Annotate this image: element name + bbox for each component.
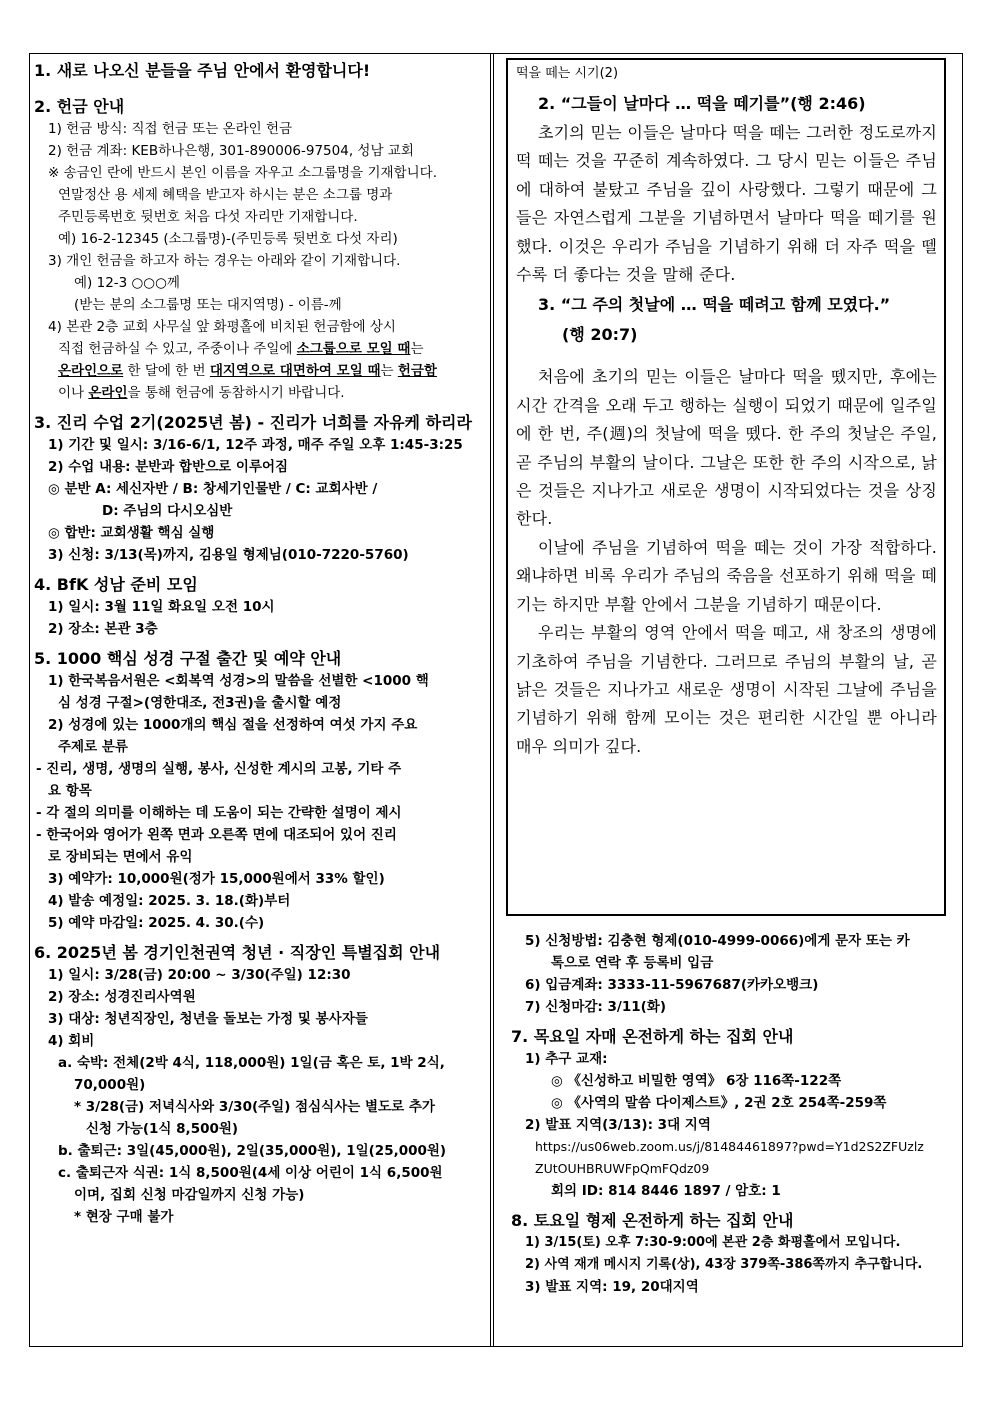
article-heading-2: 3. “그 주의 첫날에 … 떡을 떼려고 함께 모였다.” [538, 295, 891, 315]
offering-box-line4 [34, 382, 486, 404]
emphasis-span: 헌금함 [397, 363, 437, 379]
emphasis-span: 소그룹으로 모일 때 [296, 341, 411, 357]
conf-date: 1) 일시: 3/28(금) 20:00 ~ 3/30(주일) 12:30 [48, 967, 351, 983]
conf-fee-commute: b. 출퇴근: 3일(45,000원), 2일(35,000원), 1일(25,000원) [58, 1143, 447, 1159]
sisters-material-1: ◎ 《신성하고 비밀한 영역》 6장 116쪽-122쪽 [551, 1073, 842, 1089]
right-column [511, 905, 951, 1298]
sisters-material-2: ◎ 《사역의 말씀 다이제스트》, 2권 2호 254쪽-259쪽 [551, 1095, 887, 1111]
offering-note-line3: 주민등록번호 뒷번호 처음 다섯 자리만 기재합니다. [58, 209, 358, 225]
section-7-title: 7. 목요일 자매 온전하게 하는 집회 안내 [511, 1027, 794, 1046]
offering-account: 2) 헌금 계좌: KEB하나은행, 301-890006-97504, 성남 교회 [48, 143, 414, 159]
article-paragraph-2: 처음에 초기의 믿는 이들은 날마다 떡을 뗐지만, 후에는 시간 간격을 오래 두고 행하는 실행이 되었기 때문에 일주일에 한 번, 주(週)의 첫날에 떡을 뗐다. 한 주의 첫날은 주일, 곧 주님의 부활의 날이다. 그날은 또한 한 주의 시작으로, 낡은 것들은 지나가고 새로운 생명이 시작되었다는 것을 상징한다. [516, 367, 937, 529]
section-5-title: 5. 1000 핵심 성경 구절 출간 및 예약 안내 [34, 649, 342, 668]
offering-method: 1) 헌금 방식: 직접 헌금 또는 온라인 헌금 [48, 121, 293, 137]
section-1-title: 1. 새로 나오신 분들을 주님 안에서 환영합니다! [34, 61, 371, 80]
conf-target: 3) 대상: 청년직장인, 청년을 돌보는 가정 및 봉사자들 [48, 1011, 368, 1027]
conf-no-onsite: * 현장 구매 불가 [74, 1209, 174, 1225]
text-span: 한 달에 한 번 [123, 363, 210, 379]
text-span: 이나 [58, 385, 89, 401]
personal-offering: 3) 개인 헌금을 하고자 하는 경우는 아래와 같이 기재합니다. [48, 253, 401, 269]
article-label: 떡을 떼는 시기(2) [516, 66, 619, 81]
sisters-region: 2) 발표 지역(3/13): 3대 지역 [525, 1117, 711, 1133]
book-deadline: 5) 예약 마감일: 2025. 4. 30.(수) [48, 915, 265, 931]
text-span: 는 [380, 363, 398, 379]
class-divisions: ◎ 분반 A: 세신자반 / B: 창세기인물반 / C: 교회사반 / [48, 481, 378, 497]
offering-box-line2 [34, 338, 486, 360]
book-ship-date: 4) 발송 예정일: 2025. 3. 18.(화)부터 [48, 893, 291, 909]
conf-fee-note: * 3/28(금) 저녁식사와 3/30(주일) 점심식사는 별도로 추가 [74, 1099, 435, 1115]
book-line-1: 1) 한국복음서원은 <회복역 성경>의 말씀을 선별한 <1000 핵 [48, 673, 429, 689]
section-3-title: 3. 진리 수업 2기(2025년 봄) - 진리가 너희를 자유케 하리라 [34, 413, 472, 432]
zoom-link[interactable]: https://us06web.zoom.us/j/81484461897?pwd=Y1d2S2ZFUzlz [535, 1139, 924, 1154]
brothers-time: 1) 3/15(토) 오후 7:30-9:00에 본관 2층 화평홀에서 모입니다. [525, 1235, 901, 1250]
class-content: 2) 수업 내용: 분반과 합반으로 이루어짐 [48, 459, 289, 475]
left-column [34, 60, 486, 1228]
zoom-link-2[interactable]: ZUtOUHBRUWFpQmFQdz09 [535, 1161, 710, 1176]
offering-note: ※ 송금인 란에 반드시 본인 이름을 자우고 소그룹명을 기재합니다. [48, 165, 437, 181]
conf-apply-deadline: 7) 신청마감: 3/11(화) [525, 999, 667, 1015]
bfk-place: 2) 장소: 본관 3층 [48, 621, 158, 637]
emphasis-span: 온라인 [88, 385, 128, 401]
brothers-region: 3) 발표 지역: 19, 20대지역 [525, 1279, 699, 1295]
article-box [506, 58, 946, 916]
article-paragraph-4: 우리는 부활의 영역 안에서 떡을 떼고, 새 창조의 생명에 기초하여 주님을 기념한다. 그러므로 주님의 부활의 날, 곧 낡은 것들은 지나가고 새로운 생명이 시작된 그날에 주님을 기념하기 위해 함께 모이는 것은 편리한 시간일 뿐 아니라 매우 의미가 깊다. [516, 623, 937, 756]
personal-offering-format: (받는 분의 소그룹명 또는 대지역명) - 이름-께 [74, 297, 342, 313]
emphasis-span: 대지역으로 대면하여 모일 때 [209, 363, 381, 379]
article-heading-2-ref: (행 20:7) [562, 325, 638, 345]
book-line-2: 심 성경 구절>(영한대조, 전3권)을 출시할 예정 [58, 695, 342, 711]
text-span: 직접 헌금하실 수 있고, 주중이나 주일에 [58, 341, 297, 357]
conf-fee: 4) 회비 [48, 1033, 95, 1049]
conf-fee-lodging-2: 70,000원) [74, 1077, 146, 1093]
offering-note-line2: 연말정산 용 세제 혜택을 받고자 하시는 분은 소그룹 명과 [58, 187, 393, 203]
emphasis-span: 온라인으로 [58, 363, 124, 379]
book-line-9: 로 장비되는 면에서 유익 [48, 849, 193, 865]
book-line-7: - 각 절의 의미를 이해하는 데 도움이 되는 간략한 설명이 제시 [36, 805, 402, 821]
offering-example: 예) 16-2-12345 (소그룹명)-(주민등록 뒷번호 다섯 자리) [58, 231, 398, 247]
personal-offering-example: 예) 12-3 ○○○께 [74, 275, 180, 291]
section-2-title: 2. 헌금 안내 [34, 97, 125, 116]
class-divisions-line2: D: 주님의 다시오심반 [102, 503, 233, 519]
book-line-6: 요 항목 [48, 783, 92, 799]
offering-box-info: 4) 본관 2층 교회 사무실 앞 화평홀에 비치된 헌금함에 상시 [48, 319, 396, 335]
conf-place: 2) 장소: 성경진리사역원 [48, 989, 196, 1005]
book-line-3: 2) 성경에 있는 1000개의 핵심 절을 선정하여 여섯 가지 주요 [48, 717, 418, 733]
offering-box-line3 [34, 360, 486, 382]
conf-fee-meal-2: 이며, 집회 신청 마감일까지 신청 가능) [74, 1187, 305, 1203]
meeting-id: 회의 ID: 814 8446 1897 / 암호: 1 [551, 1183, 781, 1199]
class-period: 1) 기간 및 일시: 3/16-6/1, 12주 과정, 매주 주일 오후 1:45-3:25 [48, 437, 463, 453]
text-span: 는 [410, 341, 424, 357]
article-paragraph-1: 초기의 믿는 이들은 날마다 떡을 떼는 그러한 정도로까지 떡 떼는 것을 꾸준히 계속하였다. 그 당시 믿는 이들은 주님에 대하여 불탔고 주님을 깊이 사랑했다. 그렇기 때문에 그들은 자연스럽게 그분을 기념하면서 날마다 떡을 떼기를 원했다. 이것은 우리가 주님을 기념하기 위해 더 자주 떡을 뗄수록 더 좋다는 것을 말해 준다. [516, 123, 937, 285]
book-line-4: 주제로 분류 [58, 739, 128, 755]
section-6-title: 6. 2025년 봄 경기인천권역 청년 · 직장인 특별집회 안내 [34, 943, 441, 962]
sisters-material: 1) 추구 교재: [525, 1051, 608, 1067]
conf-fee-lodging: a. 숙박: 전체(2박 4식, 118,000원) 1일(금 혹은 토, 1박 2식, [58, 1055, 445, 1071]
class-combined: ◎ 합반: 교회생활 핵심 실행 [48, 525, 215, 541]
conf-apply-method-2: 톡으로 연락 후 등록비 입금 [551, 955, 714, 971]
conf-apply-method: 5) 신청방법: 김충현 형제(010-4999-0066)에게 문자 또는 카 [525, 933, 910, 949]
article-paragraph-3: 이날에 주님을 기념하여 떡을 떼는 것이 가장 적합하다. 왜냐하면 비록 우리가 주님의 죽음을 선포하기 위해 떡을 떼기는 하지만 부활 안에서 그분을 기념하기 때문이다. [516, 537, 937, 614]
conf-account: 6) 입금계좌: 3333-11-5967687(카카오뱅크) [525, 977, 819, 993]
class-apply: 3) 신청: 3/13(목)까지, 김용일 형제님(010-7220-5760) [48, 547, 409, 563]
conf-fee-note-2: 신청 가능(1식 8,500원) [86, 1121, 239, 1137]
brothers-material: 2) 사역 재개 메시지 기록(상), 43장 379쪽-386쪽까지 추구합니다. [525, 1257, 923, 1272]
article-heading-1: 2. “그들이 날마다 … 떡을 떼기를”(행 2:46) [538, 94, 866, 113]
text-span: 을 통해 헌금에 동참하시기 바랍니다. [127, 385, 345, 401]
bfk-date: 1) 일시: 3월 11일 화요일 오전 10시 [48, 599, 275, 615]
book-line-5: - 진리, 생명, 생명의 실행, 봉사, 신성한 계시의 고봉, 기타 주 [36, 761, 402, 777]
conf-fee-meal: c. 출퇴근자 식권: 1식 8,500원(4세 이상 어린이 1식 6,500원 [58, 1165, 443, 1181]
section-8-title: 8. 토요일 형제 온전하게 하는 집회 안내 [511, 1211, 794, 1230]
section-4-title: 4. BfK 성남 준비 모임 [34, 575, 198, 594]
book-price: 3) 예약가: 10,000원(정가 15,000원에서 33% 할인) [48, 871, 385, 887]
book-line-8: - 한국어와 영어가 왼쪽 면과 오른쪽 면에 대조되어 있어 진리 [36, 827, 397, 843]
column-divider [490, 53, 494, 1347]
